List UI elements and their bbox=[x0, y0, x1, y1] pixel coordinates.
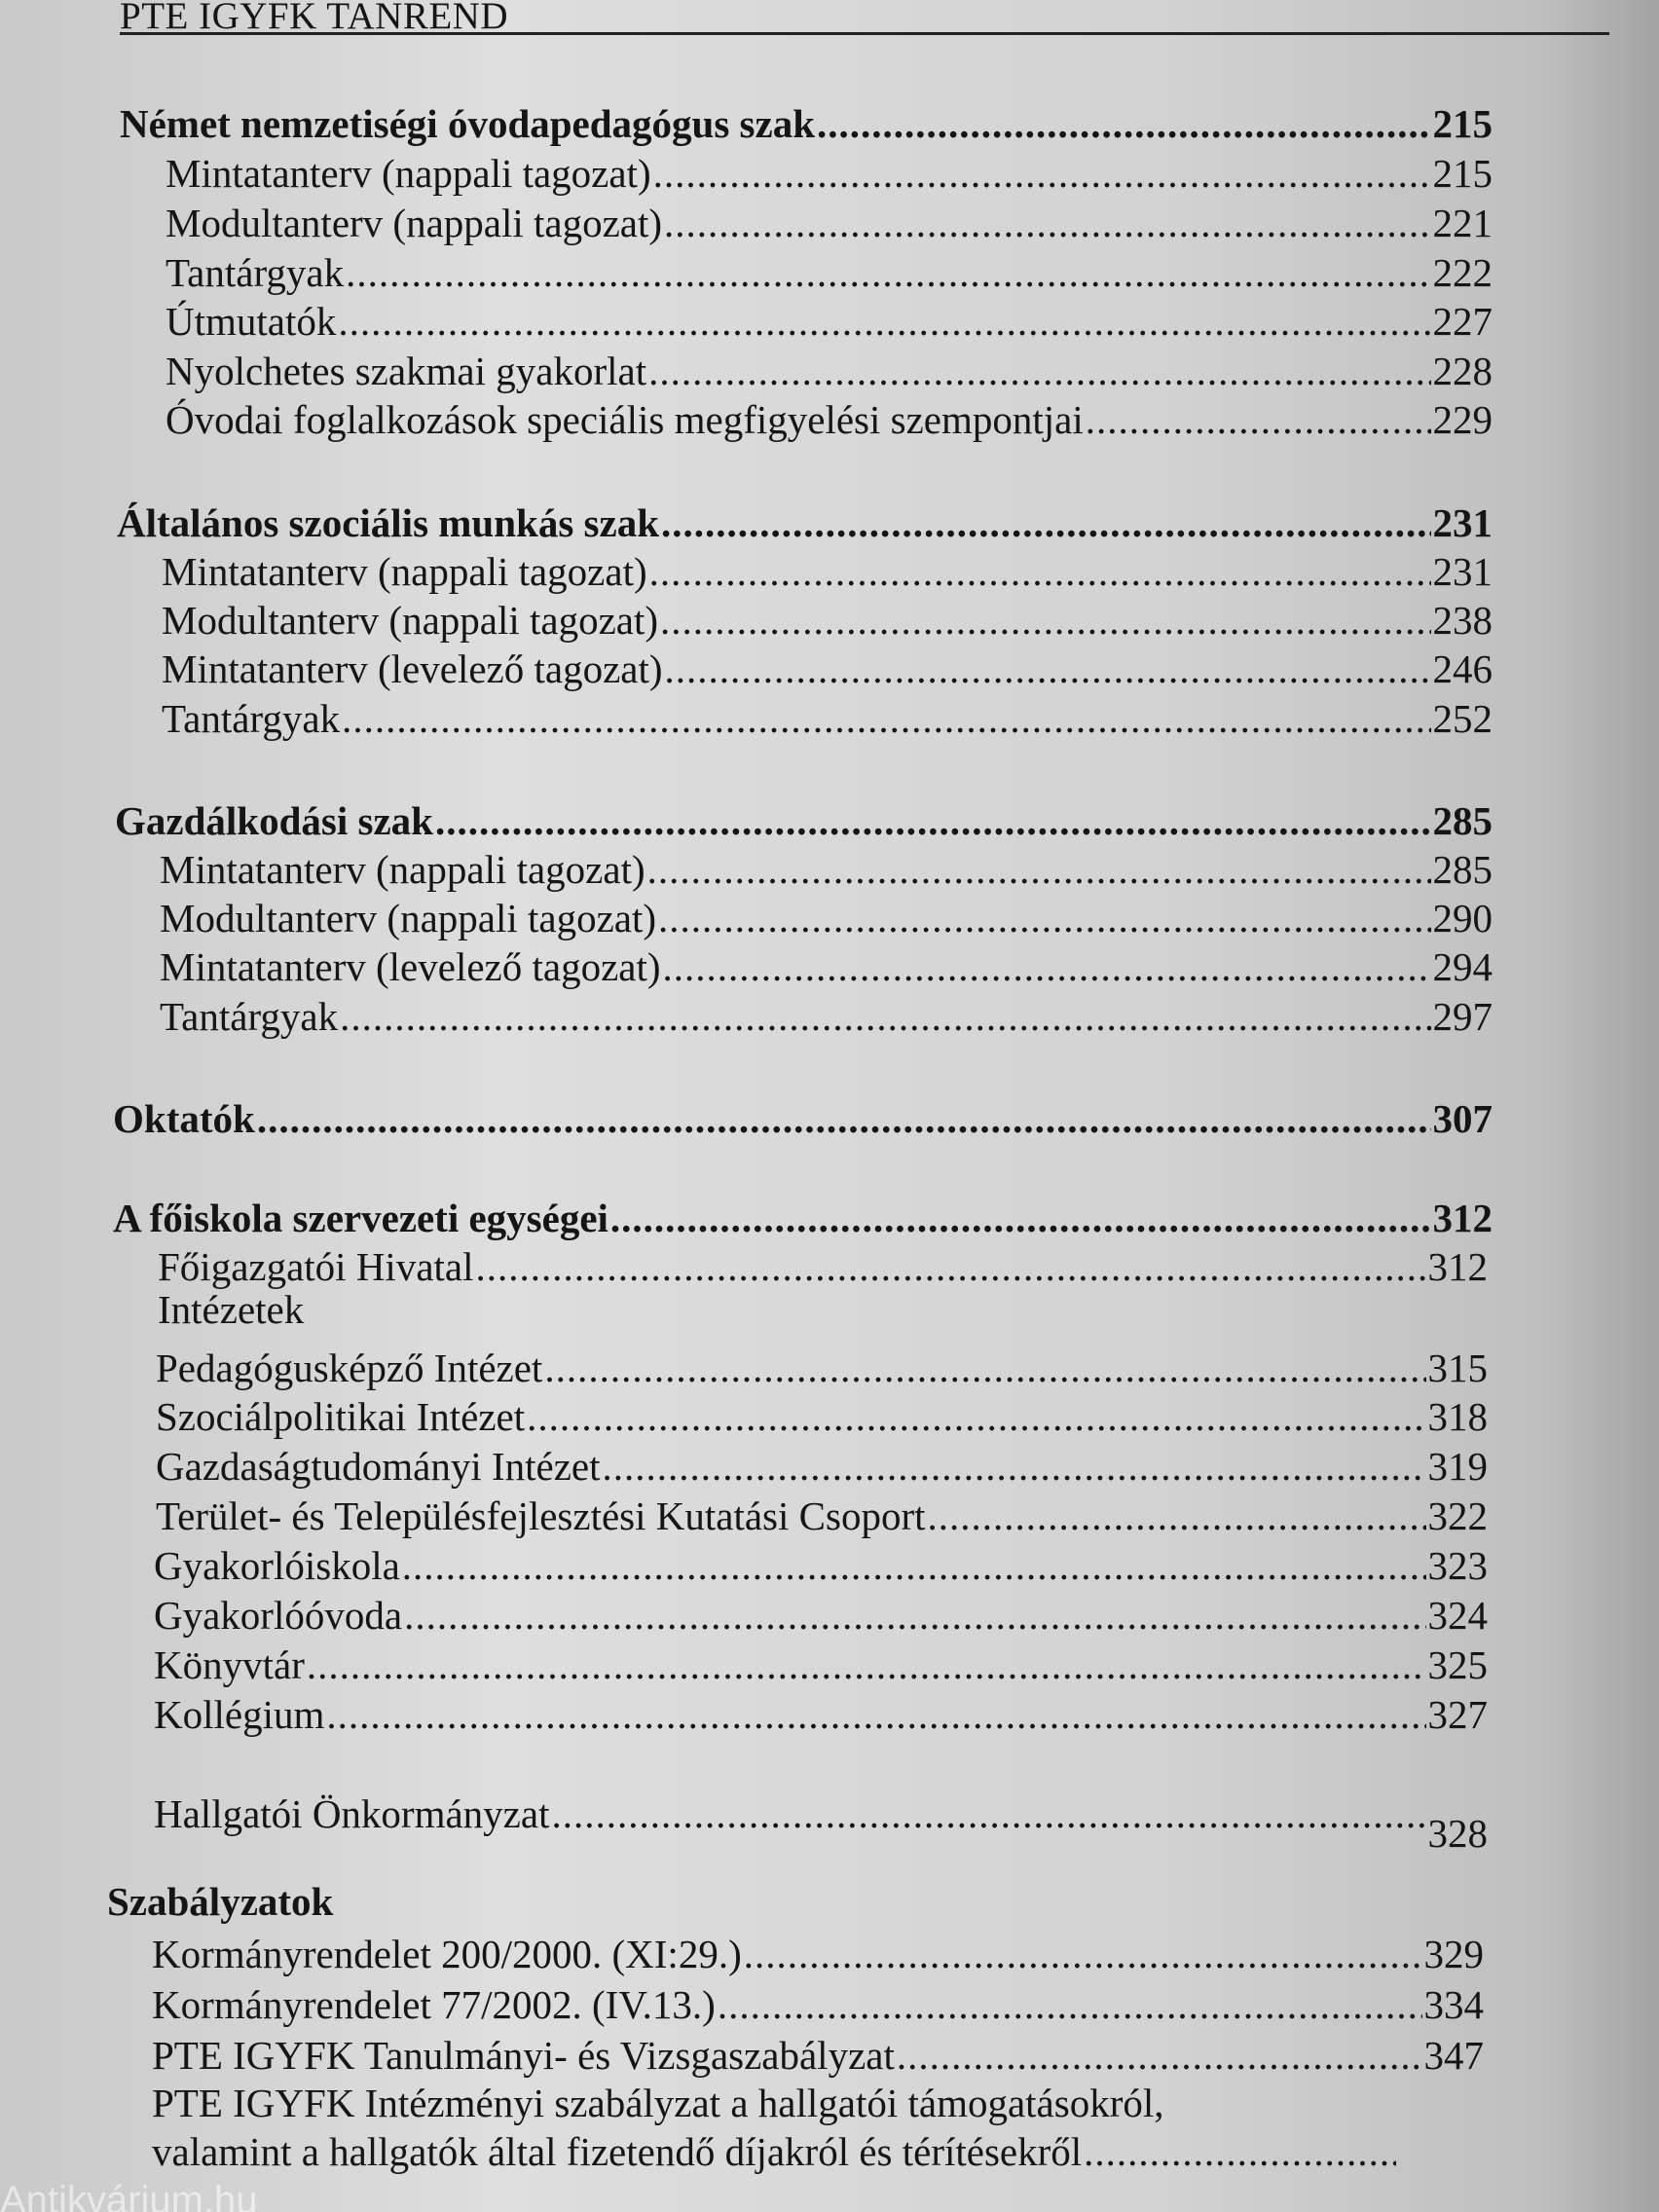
toc-entry: Gazdaságtudományi Intézet ..... 319 bbox=[156, 1442, 1488, 1491]
toc-entry: Pedagógusképző Intézet ..... 315 bbox=[156, 1344, 1488, 1392]
toc-entry: Mintatanterv (nappali tagozat) ..... 231 bbox=[162, 547, 1493, 596]
watermark: Antikvárium.hu bbox=[0, 2181, 258, 2212]
toc-entry: Intézetek bbox=[158, 1287, 305, 1332]
toc-heading: Általános szociális munkás szak ..... 231 bbox=[117, 498, 1493, 547]
toc-heading: A főiskola szervezeti egységei ..... 312 bbox=[113, 1194, 1493, 1242]
toc-entry: Terület- és Településfejlesztési Kutatási Csoport ..... 322 bbox=[156, 1492, 1488, 1540]
toc-entry: Gyakorlóiskola ..... 323 bbox=[154, 1541, 1488, 1590]
toc-entry: Nyolchetes szakmai gyakorlat ..... 228 bbox=[166, 347, 1493, 395]
toc-entry: Mintatanterv (nappali tagozat) ..... 285 bbox=[160, 845, 1493, 894]
toc-heading: Szabályzatok bbox=[107, 1879, 334, 1924]
toc-entry: Tantárgyak ..... 297 bbox=[160, 992, 1493, 1041]
toc-entry: PTE IGYFK Intézményi szabályzat a hallgatói támogatásokról, bbox=[152, 2081, 1164, 2125]
toc-entry: Kormányrendelet 77/2002. (IV.13.) ..... 334 bbox=[152, 1980, 1484, 2029]
toc-entry: Modultanterv (nappali tagozat) ..... 238 bbox=[162, 596, 1493, 645]
toc-entry: Modultanterv (nappali tagozat) ..... 221 bbox=[166, 199, 1493, 247]
toc-heading: Német nemzetiségi óvodapedagógus szak ..... 215 bbox=[120, 99, 1493, 148]
toc-entry: Tantárgyak ..... 222 bbox=[166, 248, 1493, 297]
page-curl-shadow bbox=[1542, 0, 1659, 2212]
toc-entry: Útmutatók ..... 227 bbox=[166, 297, 1493, 346]
toc-entry: Mintatanterv (levelező tagozat) ..... 246 bbox=[162, 645, 1493, 693]
toc-entry: Gyakorlóóvoda ..... 324 bbox=[154, 1591, 1488, 1640]
toc-entry: Főigazgatói Hivatal ..... 312 bbox=[158, 1242, 1488, 1291]
toc-entry: valamint a hallgatók által fizetendő díjakról és térítésekről ..... bbox=[152, 2127, 1398, 2176]
toc-entry: Mintatanterv (levelező tagozat) ..... 294 bbox=[160, 942, 1493, 991]
toc-entry: Kormányrendelet 200/2000. (XI:29.) ..... 329 bbox=[152, 1930, 1484, 1978]
toc-entry: PTE IGYFK Tanulmányi- és Vizsgaszabályzat ..... 347 bbox=[152, 2031, 1484, 2080]
toc-entry: Modultanterv (nappali tagozat) ..... 290 bbox=[160, 894, 1493, 942]
running-title: PTE IGYFK TANREND bbox=[120, 0, 508, 37]
toc-heading: Gazdálkodási szak ..... 285 bbox=[115, 796, 1493, 845]
toc-entry: Szociálpolitikai Intézet ..... 318 bbox=[156, 1392, 1488, 1441]
toc-entry: Hallgatói Önkormányzat ..... 328 bbox=[154, 1789, 1488, 1838]
toc-entry: Kollégium ..... 327 bbox=[154, 1690, 1488, 1739]
toc-entry: Tantárgyak ..... 252 bbox=[162, 694, 1493, 743]
toc-entry: Óvodai foglalkozások speciális megfigyelési szempontjai ..... 229 bbox=[166, 395, 1493, 444]
toc-entry: Mintatanterv (nappali tagozat) ..... 215 bbox=[166, 149, 1493, 198]
toc-heading: Oktatók ..... 307 bbox=[113, 1094, 1493, 1143]
toc-entry: Könyvtár ..... 325 bbox=[154, 1641, 1488, 1689]
